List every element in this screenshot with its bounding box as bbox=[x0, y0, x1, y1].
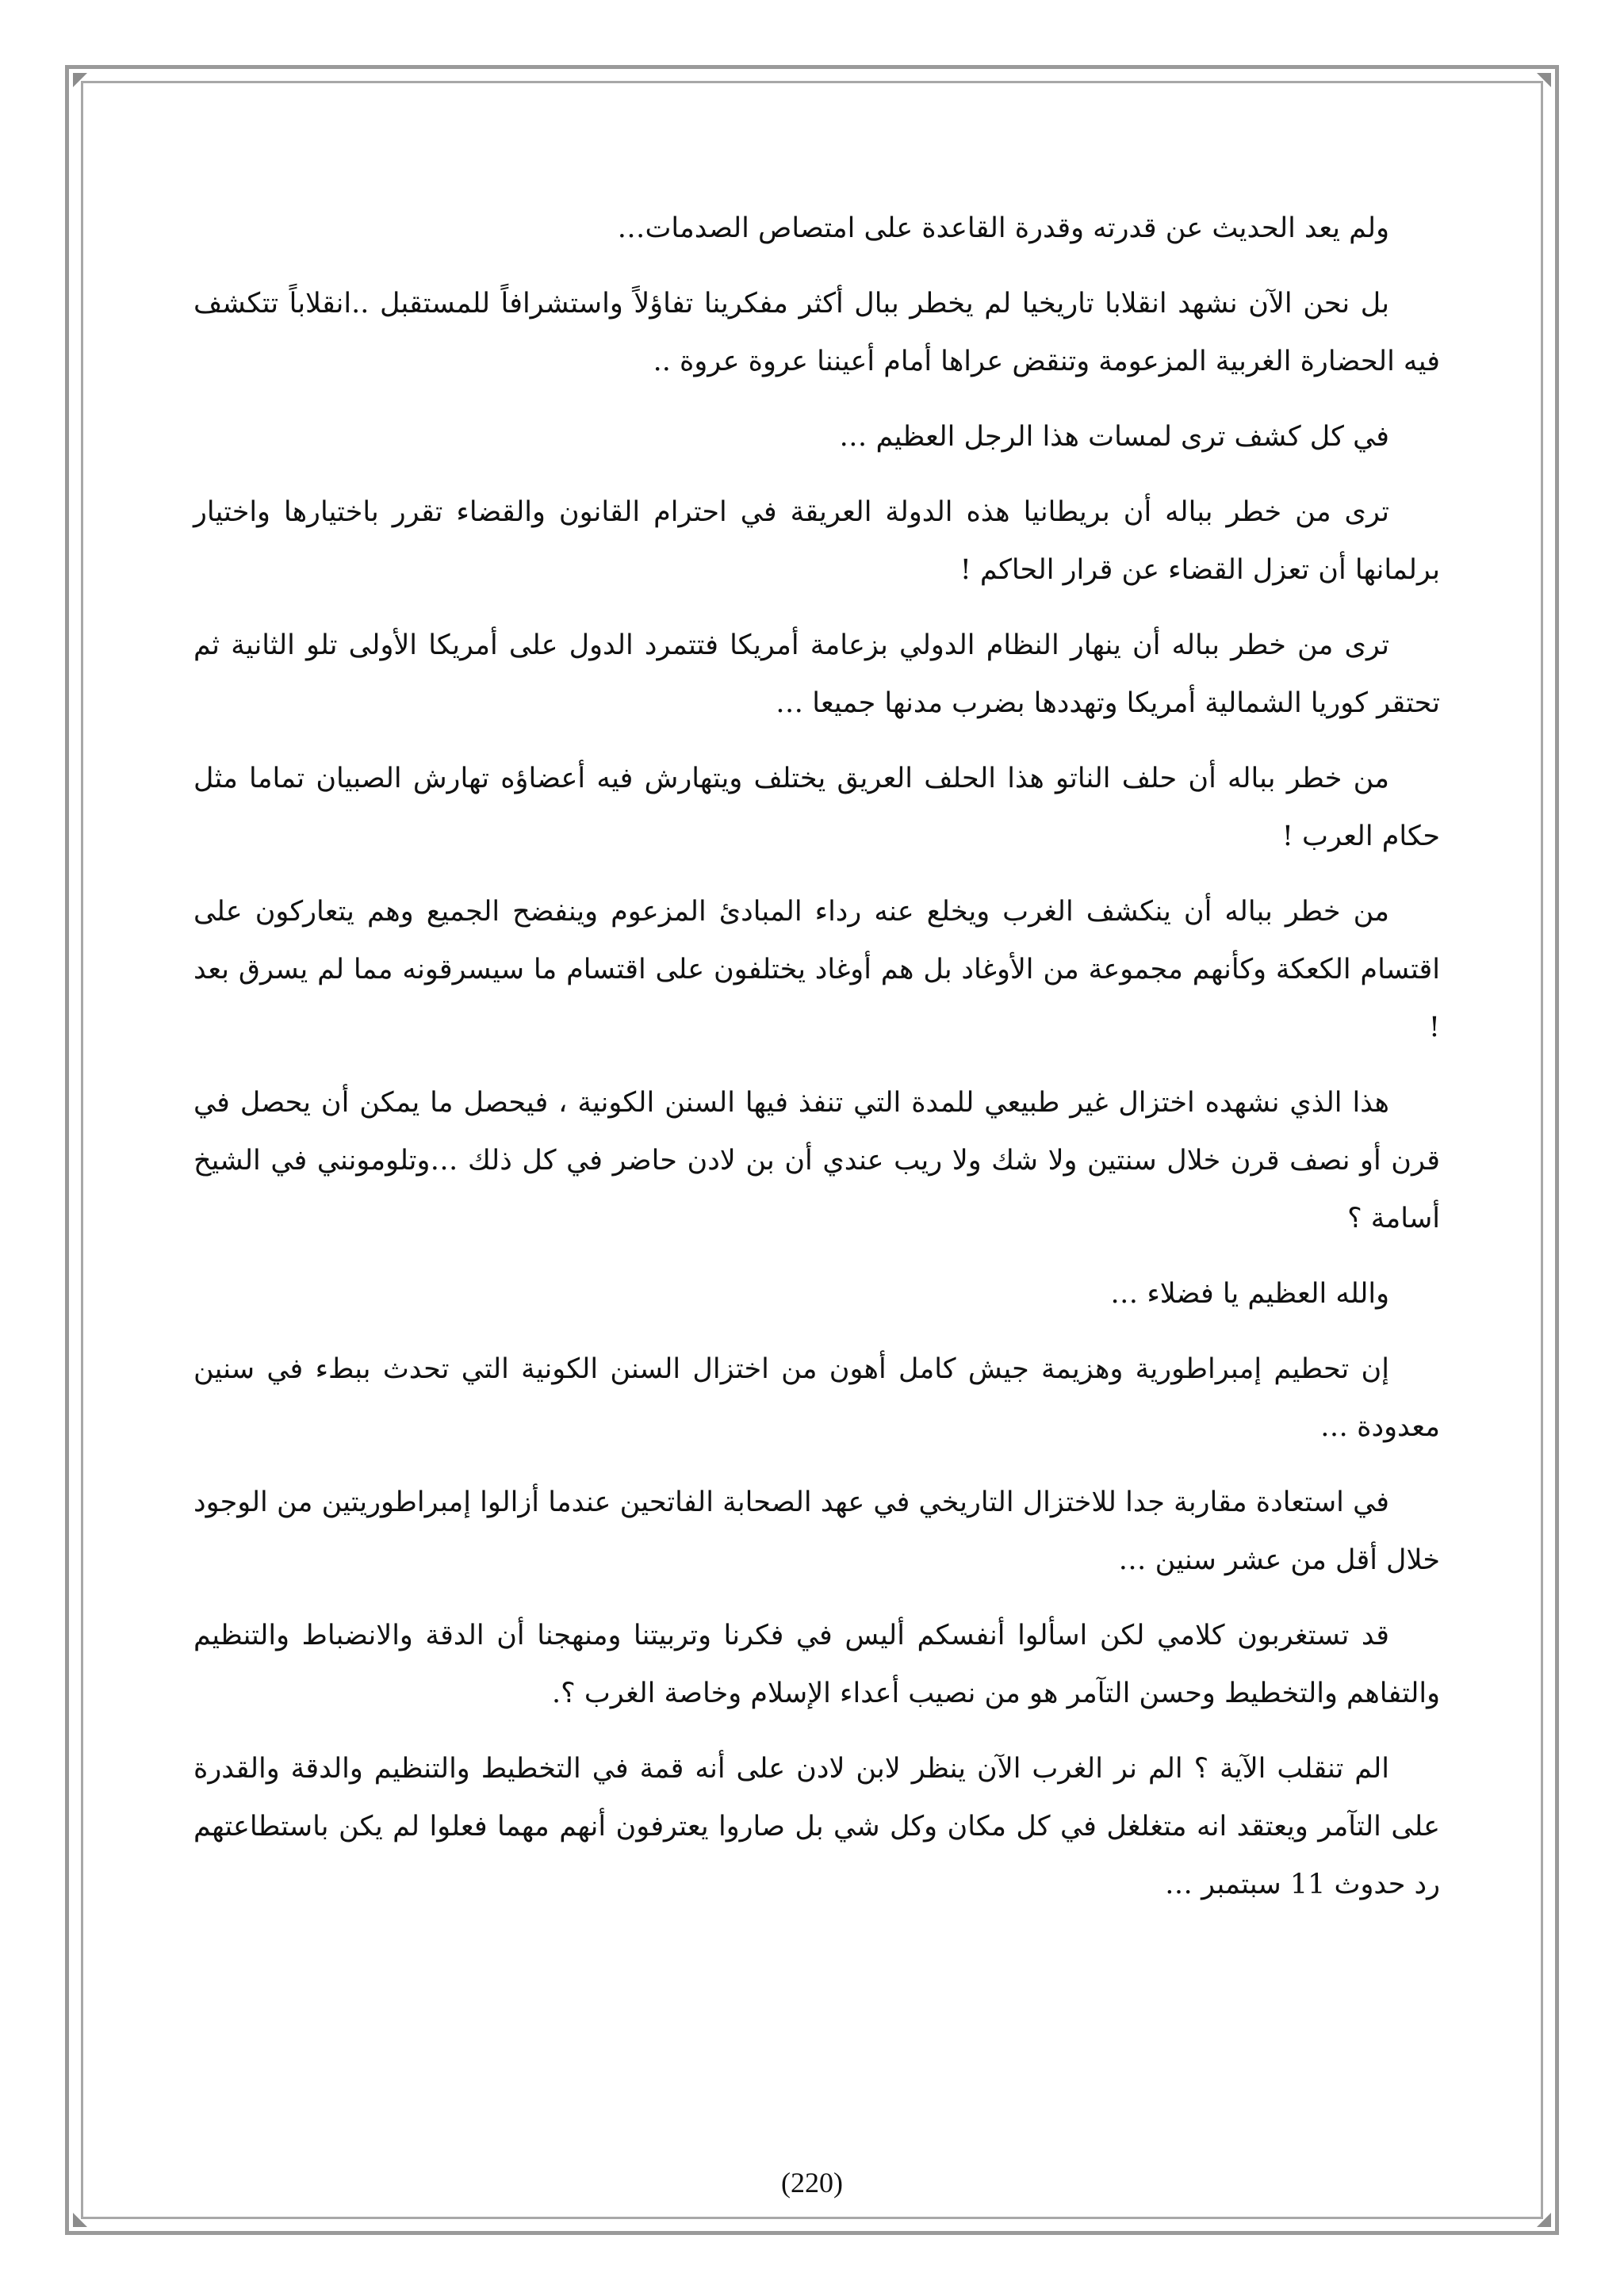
corner-ornament-bottom-right bbox=[1537, 2213, 1551, 2227]
paragraph-8: هذا الذي نشهده اختزال غير طبيعي للمدة التي تنفذ فيها السنن الكونية ، فيحصل ما يمكن أن يحصل في قرن أو نصف قرن خلال سنتين ولا شك ولا ريب عندي أن بن لادن حاضر في كل ذلك …وتلومونني في الشيخ أسامة ؟ bbox=[193, 1087, 1440, 1234]
paragraph-6: من خطر بباله أن حلف الناتو هذا الحلف العريق يختلف ويتهارش فيه أعضاؤه تهارش الصبيان تماما مثل حكام العرب ! bbox=[193, 763, 1440, 852]
paragraph-4: ترى من خطر بباله أن بريطانيا هذه الدولة العريقة في احترام القانون والقضاء تقرر باختيارها واختيار برلمانها أن تعزل القضاء عن قرار الحاكم ! bbox=[193, 496, 1440, 586]
paragraph-1: ولم يعد الحديث عن قدرته وقدرة القاعدة على امتصاص الصدمات… bbox=[617, 212, 1389, 244]
page-body bbox=[193, 200, 1440, 1931]
paragraph-7: من خطر بباله أن ينكشف الغرب ويخلع عنه رداء المبادئ المزعوم وينفضح الجميع وهم يتعاركون على اقتسام الكعكة وكأنهم مجموعة من الأوغاد بل هم أوغاد يختلفون على اقتسام ما سيسرقونه مما لم يسرق بعد ! bbox=[193, 896, 1440, 1043]
paragraph-2: بل نحن الآن نشهد انقلابا تاريخيا لم يخطر ببال أكثر مفكرينا تفاؤلاً واستشرافاً للمستقبل ..انقلاباً تتكشف فيه الحضارة الغربية المزعومة وتنقض عراها أمام أعيننا عروة عروة .. bbox=[193, 288, 1440, 377]
paragraph-3: في كل كشف ترى لمسات هذا الرجل العظيم … bbox=[839, 421, 1389, 453]
paragraph-10: إن تحطيم إمبراطورية وهزيمة جيش كامل أهون من اختزال السنن الكونية التي تحدث ببطء في سنين معدودة … bbox=[193, 1353, 1440, 1443]
paragraph-12: قد تستغربون كلامي لكن اسألوا أنفسكم أليس في فكرنا وتربيتنا ومنهجنا أن الدقة والانضباط والتنظيم والتفاهم والتخطيط وحسن التآمر هو من نصيب أعداء الإسلام وخاصة الغرب ؟. bbox=[193, 1620, 1440, 1709]
page-number: (220) bbox=[781, 2167, 843, 2198]
corner-ornament-top-left bbox=[73, 73, 87, 87]
corner-ornament-top-right bbox=[1537, 73, 1551, 87]
corner-ornament-bottom-left bbox=[73, 2213, 87, 2227]
paragraph-5: ترى من خطر بباله أن ينهار النظام الدولي بزعامة أمريكا فتتمرد الدول على أمريكا الأولى تلو الثانية ثم تحتقر كوريا الشمالية أمريكا وتهددها بضرب مدنها جميعا … bbox=[193, 629, 1440, 719]
paragraph-11: في استعادة مقاربة جدا للاختزال التاريخي في عهد الصحابة الفاتحين عندما أزالوا إمبراطوريتين من الوجود خلال أقل من عشر سنين … bbox=[193, 1487, 1440, 1576]
paragraph-9: والله العظيم يا فضلاء … bbox=[1110, 1278, 1389, 1310]
paragraph-13: الم تنقلب الآية ؟ الم نر الغرب الآن ينظر لابن لادن على أنه قمة في التخطيط والتنظيم والدقة والقدرة على التآمر ويعتقد انه متغلغل في كل مكان وكل شي بل صاروا يعترفون أنهم مهما فعلوا لم يكن باستطاعتهم رد حدوث 11 سبتمبر … bbox=[193, 1753, 1440, 1900]
